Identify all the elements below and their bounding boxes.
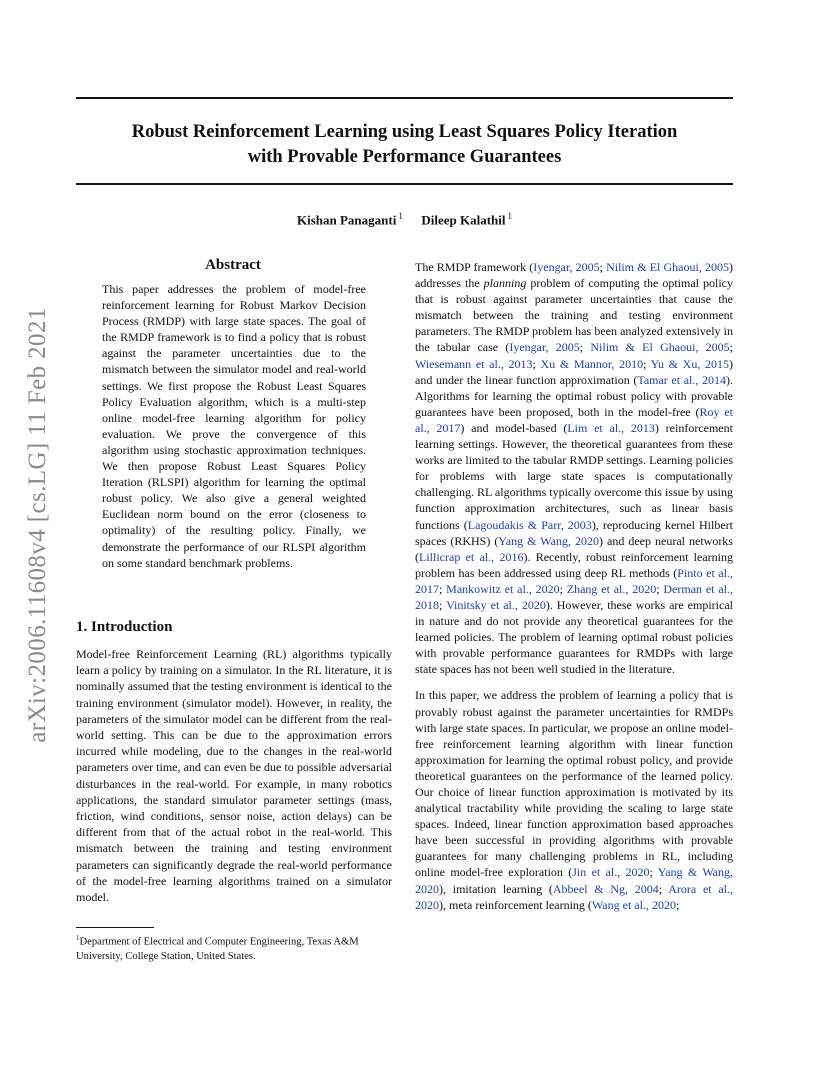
title-rule-bottom xyxy=(76,183,733,185)
paragraph-rmdp: The RMDP framework (Iyengar, 2005; Nilim & El Ghaoui, 2005) addresses the planning problem of computing the optimal policy that is robust against parameter uncertainties that cause the mismatch between the training and testing environment parameters. The RMDP problem has been analyzed extensively in the tabular case (Iyengar, 2005; Nilim & El Ghaoui, 2005; Wiesemann et al., 2013; Xu & Mannor, 2010; Yu & Xu, 2015) and under the linear function approximation (Tamar et al., 2014). Algorithms for learning the optimal robust policy with provable guarantees have been proposed, both in the model-free (Roy et al., 2017) and model-based (Lim et al., 2013) reinforcement learning settings. However, the theoretical guarantees from these works are limited to the tabular RMDP settings. Learning policies for problems with large state spaces is computationally challenging. RL algorithms typically overcome this issue by using function approximation architectures, such as linear basis functions (Lagoudakis & Parr, 2003), reproducing kernel Hilbert spaces (RKHS) (Yang & Wang, 2020) and deep neural networks (Lillicrap et al., 2016). Recently, robust reinforcement learning problem has been addressed using deep RL methods (Pinto et al., 2017; Mankowitz et al., 2020; Zhang et al., 2020; Derman et al., 2018; Vinitsky et al., 2020). However, these works are empirical in nature and do not provide any theoretical guarantees for the learned policies. The problem of learning optimal robust policies with provable performance guarantees for RMDPs with large state spaces has not been well studied in the literature. xyxy=(415,260,734,677)
citation-link[interactable]: Roy et al., 2017 xyxy=(415,404,733,435)
citation-link[interactable]: Pinto et al., 2017 xyxy=(415,565,733,596)
title-rule-top xyxy=(76,97,733,99)
intro-text: Model-free Reinforcement Learning (RL) algorithms typically learn a policy by training on a simulator. In the RL literature, it is nominally assumed that the testing environment is identical to the training environment (simulator model). However, in reality, the parameters of the simulator model can be different from the real-world setting. This can be due to the approximation errors incurred while modeling, due to the changes in the real-world parameters over time, and can even be due to possible adversarial disturbances in the real-world. For example, in many robotics applications, the standard simulator parameter settings (mass, friction, wind conditions, sensor noise, action delays) can be different from that of the actual robot in the real-world. This mismatch between the training and testing environment parameters can significantly degrade the real-world performance of the model-free learning algorithms trained on a simulator model. xyxy=(76,647,392,905)
author-2-affil: 1 xyxy=(507,211,512,221)
author-2: Dileep Kalathil xyxy=(421,212,506,228)
paragraph-contribution: In this paper, we address the problem of learning a policy that is provably robust against the parameter uncertainties for RMDPs with large state spaces. In particular, we propose an online model-free reinforcement learning algorithm with linear function approximation for learning the optimal robust policy, and provide theoretical guarantees on the performance of the learned policy. Our choice of linear function approximation is motivated by its analytical tractability while providing the scaling to large state spaces. Indeed, linear function approximation based approaches have been successful in providing algorithms with provable guarantees for many challenging problems in RL, including online model-free exploration (Jin et al., 2020; Yang & Wang, 2020), imitation learning (Abbeel & Ng, 2004; Arora et al., 2020), meta reinforcement learning (Wang et al., 2020; xyxy=(415,688,734,912)
citation-link[interactable]: Nilim & El Ghaoui, 2005 xyxy=(590,340,730,355)
citation-link[interactable]: Iyengar, 2005 xyxy=(533,260,600,274)
citation-link[interactable]: Iyengar, 2005 xyxy=(509,340,580,355)
footnote-text: Department of Electrical and Computer Engineering, Texas A&M University, College Station, United States. xyxy=(76,936,359,962)
citation-link[interactable]: Abbeel & Ng, 2004 xyxy=(552,881,659,896)
footnote xyxy=(76,931,392,964)
citation-link[interactable]: Jin et al., 2020 xyxy=(572,865,650,880)
citation-link[interactable]: Wiesemann et al., 2013 xyxy=(415,356,533,371)
author-1: Kishan Panaganti xyxy=(297,212,397,228)
citation-link[interactable]: Mankowitz et al., 2020 xyxy=(446,581,560,596)
citation-link[interactable]: Arora et al., 2020 xyxy=(415,881,734,912)
citation-link[interactable]: Wang et al., 2020 xyxy=(591,897,676,912)
citation-link[interactable]: Lillicrap et al., 2016 xyxy=(419,549,524,564)
citation-link[interactable]: Xu & Mannor, 2010 xyxy=(540,356,644,371)
citation-link[interactable]: Yang & Wang, 2020 xyxy=(498,533,599,548)
citation-link[interactable]: Lim et al., 2013 xyxy=(567,420,655,435)
citation-link[interactable]: Zhang et al., 2020 xyxy=(566,581,657,596)
title-line-2: with Provable Performance Guarantees xyxy=(247,147,562,167)
paper-title xyxy=(76,120,733,170)
citation-link[interactable]: Lagoudakis & Parr, 2003 xyxy=(467,517,592,532)
title-line-1: Robust Reinforcement Learning using Least Squares Policy Iteration xyxy=(131,122,678,142)
right-column xyxy=(415,259,733,913)
author-list xyxy=(76,211,733,228)
citation-link[interactable]: Tamar et al., 2014 xyxy=(637,372,726,387)
citation-link[interactable]: Yu & Xu, 2015 xyxy=(650,356,730,371)
abstract-text: This paper addresses the problem of model-free reinforcement learning for Robust Markov Decision Process (RMDP) with large state spaces. The goal of the RMDP framework is to find a policy that is robust against the parameter uncertainties due to the mismatch between the simulator model and real-world settings. We first propose the Robust Least Squares Policy Evaluation algorithm, which is a multi-step online model-free learning algorithm for policy evaluation. We prove the convergence of this algorithm using stochastic approximation techniques. We then propose Robust Least Squares Policy Iteration (RLSPI) algorithm for learning the optimal robust policy. We also give a general weighted Euclidean norm bound on the error (closeness to optimality) of the resulting policy. Finally, we demonstrate the performance of our RLSPI algorithm on some standard benchmark problems. xyxy=(102,282,366,570)
author-1-affil: 1 xyxy=(398,211,403,221)
citation-link[interactable]: Vinitsky et al., 2020 xyxy=(446,597,546,612)
abstract-heading: Abstract xyxy=(205,257,261,273)
arxiv-identifier: arXiv:2006.11608v4 [cs.LG] 11 Feb 2021 xyxy=(24,307,51,743)
footnote-mark: 1 xyxy=(76,934,80,942)
citation-link[interactable]: Nilim & El Ghaoui, 2005 xyxy=(606,260,729,274)
footnote-rule xyxy=(76,927,154,928)
citation-link[interactable]: Derman et al., 2018 xyxy=(415,581,733,612)
citation-link[interactable]: Yang & Wang, 2020 xyxy=(415,865,734,896)
intro-heading: 1. Introduction xyxy=(76,619,173,635)
